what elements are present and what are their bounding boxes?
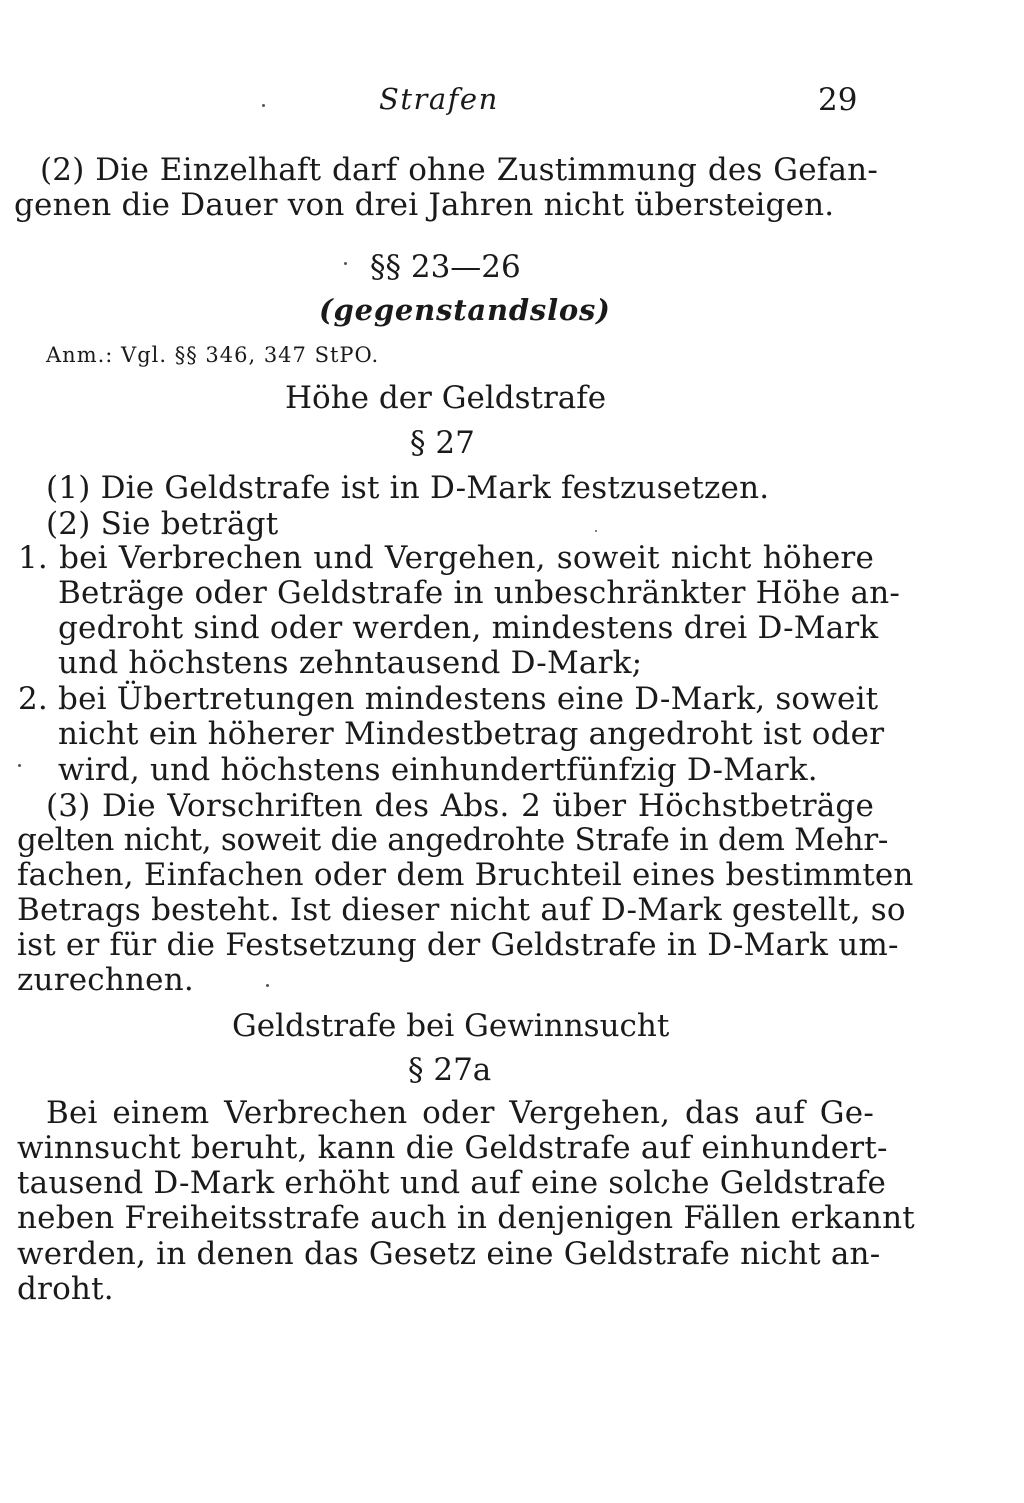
section-27-line-10: (3) Die Vorschriften des Abs. 2 über Höchstbeträge	[46, 788, 874, 824]
scan-speck	[344, 262, 347, 265]
section-27-line-12: fachen, Einfachen oder dem Bruchteil eines bestimmten	[17, 857, 914, 893]
section-number-27: § 27	[410, 425, 475, 461]
section-27-line-6: und höchstens zehntausend D-Mark;	[58, 645, 643, 681]
section-27-line-14: ist er für die Festsetzung der Geldstrafe in D-Mark um-	[17, 927, 899, 963]
page-number: 29	[818, 82, 858, 118]
section-27-line-4: Beträge oder Geldstrafe in unbeschränkter Höhe an-	[58, 575, 901, 611]
section-number-27a: § 27a	[408, 1052, 492, 1088]
section-27-line-7: 2. bei Übertretungen mindestens eine D-Mark, soweit	[18, 681, 879, 717]
section-27-line-9: wird, und höchstens einhundertfünfzig D-Mark.	[58, 752, 818, 788]
scan-speck	[266, 984, 269, 987]
section-heading-23-26: §§ 23—26	[370, 249, 521, 285]
section-title-27: Höhe der Geldstrafe	[285, 380, 607, 416]
section-27-line-11: gelten nicht, soweit die angedrohte Strafe in dem Mehr-	[17, 822, 889, 858]
section-27a-line-1: Bei einem Verbrechen oder Vergehen, das auf Ge-	[46, 1095, 874, 1131]
section-27-line-1: (1) Die Geldstrafe ist in D-Mark festzusetzen.	[46, 470, 770, 506]
section-27-line-3: 1. bei Verbrechen und Vergehen, soweit nicht höhere	[18, 540, 874, 576]
annotation-reference: Anm.: Vgl. §§ 346, 347 StPO.	[46, 343, 380, 367]
running-title: Strafen	[379, 82, 499, 116]
section-title-27a: Geldstrafe bei Gewinnsucht	[232, 1008, 670, 1044]
section-27a-line-2: winnsucht beruht, kann die Geldstrafe auf einhundert-	[17, 1130, 888, 1166]
section-27-line-2: (2) Sie beträgt	[46, 506, 279, 542]
section-27a-line-4: neben Freiheitsstrafe auch in denjenigen Fällen erkannt	[17, 1200, 915, 1236]
scan-speck	[18, 764, 21, 767]
section-27-line-5: gedroht sind oder werden, mindestens drei D-Mark	[58, 610, 879, 646]
section-27a-line-5: werden, in denen das Gesetz eine Geldstrafe nicht an-	[17, 1236, 881, 1272]
intro-line-1: (2) Die Einzelhaft darf ohne Zustimmung des Gefan-	[40, 152, 878, 188]
section-27a-line-6: droht.	[17, 1271, 114, 1307]
section-27a-line-3: tausend D-Mark erhöht und auf eine solche Geldstrafe	[17, 1165, 887, 1201]
section-27-line-13: Betrags besteht. Ist dieser nicht auf D-Mark gestellt, so	[17, 892, 906, 928]
section-27-line-15: zurechnen.	[17, 962, 194, 998]
scan-speck	[595, 530, 597, 532]
scan-speck	[262, 104, 265, 107]
section-27-line-8: nicht ein höherer Mindestbetrag angedroht ist oder	[58, 716, 885, 752]
intro-line-2: genen die Dauer von drei Jahren nicht übersteigen.	[14, 187, 835, 223]
section-note-gegenstandslos: (gegenstandslos)	[319, 293, 611, 327]
